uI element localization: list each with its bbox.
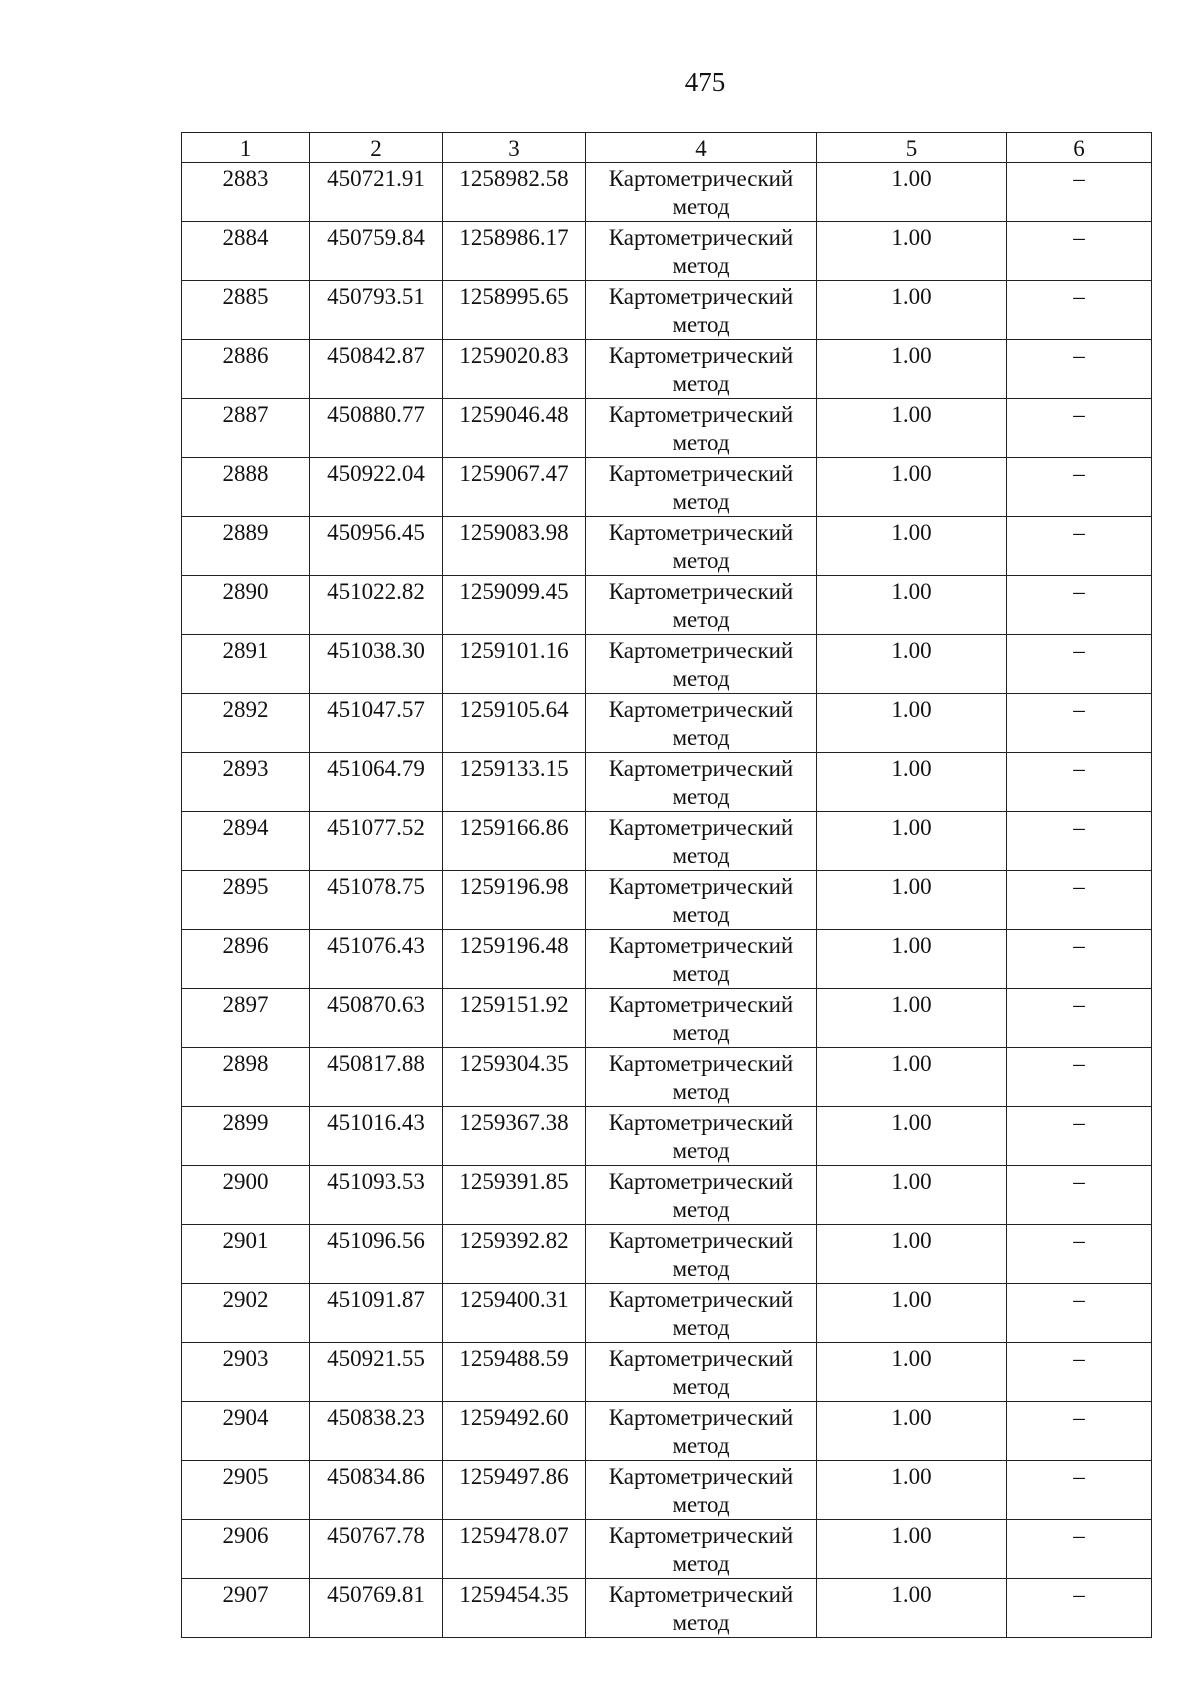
accuracy-cell: 1.00 xyxy=(817,517,1007,576)
y-coordinate-cell: 1259151.92 xyxy=(443,989,586,1048)
column-header: 4 xyxy=(586,133,817,163)
accuracy-cell: 1.00 xyxy=(817,1107,1007,1166)
method-cell: Картометрический метод xyxy=(586,458,817,517)
x-coordinate-cell: 450759.84 xyxy=(310,222,443,281)
description-cell: – xyxy=(1007,1343,1152,1402)
accuracy-cell: 1.00 xyxy=(817,576,1007,635)
y-coordinate-cell: 1259492.60 xyxy=(443,1402,586,1461)
y-coordinate-cell: 1259099.45 xyxy=(443,576,586,635)
table-row xyxy=(182,871,1152,930)
page-number: 475 xyxy=(684,67,726,97)
description-cell: – xyxy=(1007,1166,1152,1225)
accuracy-cell: 1.00 xyxy=(817,1520,1007,1579)
y-coordinate-cell: 1259105.64 xyxy=(443,694,586,753)
accuracy-cell: 1.00 xyxy=(817,1166,1007,1225)
table-row xyxy=(182,812,1152,871)
x-coordinate-cell: 450956.45 xyxy=(310,517,443,576)
point-number-cell: 2904 xyxy=(182,1402,310,1461)
y-coordinate-cell: 1258982.58 xyxy=(443,163,586,222)
x-coordinate-cell: 450922.04 xyxy=(310,458,443,517)
y-coordinate-cell: 1259497.86 xyxy=(443,1461,586,1520)
table-row xyxy=(182,1048,1152,1107)
method-cell: Картометрический метод xyxy=(586,1225,817,1284)
accuracy-cell: 1.00 xyxy=(817,399,1007,458)
x-coordinate-cell: 451038.30 xyxy=(310,635,443,694)
y-coordinate-cell: 1259196.48 xyxy=(443,930,586,989)
description-cell: – xyxy=(1007,1461,1152,1520)
point-number-cell: 2890 xyxy=(182,576,310,635)
accuracy-cell: 1.00 xyxy=(817,812,1007,871)
description-cell: – xyxy=(1007,1579,1152,1638)
x-coordinate-cell: 451078.75 xyxy=(310,871,443,930)
table-row xyxy=(182,753,1152,812)
point-number-cell: 2891 xyxy=(182,635,310,694)
x-coordinate-cell: 450870.63 xyxy=(310,989,443,1048)
method-cell: Картометрический метод xyxy=(586,222,817,281)
table-row xyxy=(182,930,1152,989)
y-coordinate-cell: 1259133.15 xyxy=(443,753,586,812)
method-cell: Картометрический метод xyxy=(586,930,817,989)
description-cell: – xyxy=(1007,517,1152,576)
table-row xyxy=(182,989,1152,1048)
x-coordinate-cell: 451076.43 xyxy=(310,930,443,989)
accuracy-cell: 1.00 xyxy=(817,1579,1007,1638)
accuracy-cell: 1.00 xyxy=(817,1284,1007,1343)
accuracy-cell: 1.00 xyxy=(817,753,1007,812)
column-header: 3 xyxy=(443,133,586,163)
method-cell: Картометрический метод xyxy=(586,635,817,694)
y-coordinate-cell: 1259166.86 xyxy=(443,812,586,871)
description-cell: – xyxy=(1007,753,1152,812)
point-number-cell: 2901 xyxy=(182,1225,310,1284)
point-number-cell: 2899 xyxy=(182,1107,310,1166)
point-number-cell: 2895 xyxy=(182,871,310,930)
point-number-cell: 2907 xyxy=(182,1579,310,1638)
coordinates-table xyxy=(181,132,1152,1638)
column-header: 1 xyxy=(182,133,310,163)
method-cell: Картометрический метод xyxy=(586,517,817,576)
description-cell: – xyxy=(1007,163,1152,222)
table-row xyxy=(182,635,1152,694)
description-cell: – xyxy=(1007,458,1152,517)
accuracy-cell: 1.00 xyxy=(817,930,1007,989)
table-row xyxy=(182,340,1152,399)
accuracy-cell: 1.00 xyxy=(817,340,1007,399)
y-coordinate-cell: 1259454.35 xyxy=(443,1579,586,1638)
description-cell: – xyxy=(1007,340,1152,399)
method-cell: Картометрический метод xyxy=(586,281,817,340)
x-coordinate-cell: 451022.82 xyxy=(310,576,443,635)
point-number-cell: 2902 xyxy=(182,1284,310,1343)
method-cell: Картометрический метод xyxy=(586,871,817,930)
y-coordinate-cell: 1259478.07 xyxy=(443,1520,586,1579)
point-number-cell: 2888 xyxy=(182,458,310,517)
description-cell: – xyxy=(1007,281,1152,340)
method-cell: Картометрический метод xyxy=(586,1166,817,1225)
accuracy-cell: 1.00 xyxy=(817,694,1007,753)
table-row xyxy=(182,1402,1152,1461)
method-cell: Картометрический метод xyxy=(586,1579,817,1638)
point-number-cell: 2884 xyxy=(182,222,310,281)
y-coordinate-cell: 1259101.16 xyxy=(443,635,586,694)
accuracy-cell: 1.00 xyxy=(817,635,1007,694)
point-number-cell: 2894 xyxy=(182,812,310,871)
accuracy-cell: 1.00 xyxy=(817,1461,1007,1520)
description-cell: – xyxy=(1007,1107,1152,1166)
y-coordinate-cell: 1259400.31 xyxy=(443,1284,586,1343)
method-cell: Картометрический метод xyxy=(586,340,817,399)
accuracy-cell: 1.00 xyxy=(817,222,1007,281)
accuracy-cell: 1.00 xyxy=(817,1225,1007,1284)
table-body xyxy=(182,163,1152,1638)
method-cell: Картометрический метод xyxy=(586,1402,817,1461)
description-cell: – xyxy=(1007,1402,1152,1461)
point-number-cell: 2883 xyxy=(182,163,310,222)
description-cell: – xyxy=(1007,1225,1152,1284)
x-coordinate-cell: 450834.86 xyxy=(310,1461,443,1520)
table-row xyxy=(182,1166,1152,1225)
y-coordinate-cell: 1259391.85 xyxy=(443,1166,586,1225)
description-cell: – xyxy=(1007,812,1152,871)
method-cell: Картометрический метод xyxy=(586,1343,817,1402)
method-cell: Картометрический метод xyxy=(586,753,817,812)
x-coordinate-cell: 450769.81 xyxy=(310,1579,443,1638)
table-header-row xyxy=(182,133,1152,163)
point-number-cell: 2898 xyxy=(182,1048,310,1107)
x-coordinate-cell: 450842.87 xyxy=(310,340,443,399)
table-row xyxy=(182,399,1152,458)
point-number-cell: 2885 xyxy=(182,281,310,340)
table-row xyxy=(182,694,1152,753)
table-row xyxy=(182,1343,1152,1402)
x-coordinate-cell: 450721.91 xyxy=(310,163,443,222)
point-number-cell: 2903 xyxy=(182,1343,310,1402)
y-coordinate-cell: 1259367.38 xyxy=(443,1107,586,1166)
y-coordinate-cell: 1259304.35 xyxy=(443,1048,586,1107)
method-cell: Картометрический метод xyxy=(586,694,817,753)
method-cell: Картометрический метод xyxy=(586,163,817,222)
point-number-cell: 2886 xyxy=(182,340,310,399)
accuracy-cell: 1.00 xyxy=(817,871,1007,930)
point-number-cell: 2896 xyxy=(182,930,310,989)
description-cell: – xyxy=(1007,399,1152,458)
description-cell: – xyxy=(1007,222,1152,281)
accuracy-cell: 1.00 xyxy=(817,1402,1007,1461)
point-number-cell: 2887 xyxy=(182,399,310,458)
y-coordinate-cell: 1259046.48 xyxy=(443,399,586,458)
table-row xyxy=(182,1284,1152,1343)
x-coordinate-cell: 451064.79 xyxy=(310,753,443,812)
x-coordinate-cell: 451091.87 xyxy=(310,1284,443,1343)
method-cell: Картометрический метод xyxy=(586,1284,817,1343)
accuracy-cell: 1.00 xyxy=(817,1048,1007,1107)
table-row xyxy=(182,222,1152,281)
description-cell: – xyxy=(1007,576,1152,635)
description-cell: – xyxy=(1007,989,1152,1048)
point-number-cell: 2893 xyxy=(182,753,310,812)
description-cell: – xyxy=(1007,635,1152,694)
description-cell: – xyxy=(1007,1520,1152,1579)
x-coordinate-cell: 450921.55 xyxy=(310,1343,443,1402)
method-cell: Картометрический метод xyxy=(586,812,817,871)
x-coordinate-cell: 450817.88 xyxy=(310,1048,443,1107)
accuracy-cell: 1.00 xyxy=(817,458,1007,517)
point-number-cell: 2905 xyxy=(182,1461,310,1520)
description-cell: – xyxy=(1007,1284,1152,1343)
y-coordinate-cell: 1259196.98 xyxy=(443,871,586,930)
y-coordinate-cell: 1259020.83 xyxy=(443,340,586,399)
method-cell: Картометрический метод xyxy=(586,1107,817,1166)
x-coordinate-cell: 451016.43 xyxy=(310,1107,443,1166)
x-coordinate-cell: 451077.52 xyxy=(310,812,443,871)
y-coordinate-cell: 1259488.59 xyxy=(443,1343,586,1402)
method-cell: Картометрический метод xyxy=(586,1048,817,1107)
y-coordinate-cell: 1258995.65 xyxy=(443,281,586,340)
table-row xyxy=(182,1579,1152,1638)
accuracy-cell: 1.00 xyxy=(817,1343,1007,1402)
table-row xyxy=(182,1225,1152,1284)
table-row xyxy=(182,517,1152,576)
column-header: 2 xyxy=(310,133,443,163)
description-cell: – xyxy=(1007,871,1152,930)
column-header: 6 xyxy=(1007,133,1152,163)
method-cell: Картометрический метод xyxy=(586,1520,817,1579)
x-coordinate-cell: 451096.56 xyxy=(310,1225,443,1284)
accuracy-cell: 1.00 xyxy=(817,281,1007,340)
table-row xyxy=(182,1107,1152,1166)
table-row xyxy=(182,576,1152,635)
x-coordinate-cell: 451093.53 xyxy=(310,1166,443,1225)
x-coordinate-cell: 451047.57 xyxy=(310,694,443,753)
point-number-cell: 2892 xyxy=(182,694,310,753)
description-cell: – xyxy=(1007,694,1152,753)
description-cell: – xyxy=(1007,930,1152,989)
description-cell: – xyxy=(1007,1048,1152,1107)
x-coordinate-cell: 450793.51 xyxy=(310,281,443,340)
y-coordinate-cell: 1259392.82 xyxy=(443,1225,586,1284)
accuracy-cell: 1.00 xyxy=(817,989,1007,1048)
column-header: 5 xyxy=(817,133,1007,163)
point-number-cell: 2900 xyxy=(182,1166,310,1225)
table-row xyxy=(182,1520,1152,1579)
method-cell: Картометрический метод xyxy=(586,1461,817,1520)
x-coordinate-cell: 450767.78 xyxy=(310,1520,443,1579)
table-row xyxy=(182,1461,1152,1520)
method-cell: Картометрический метод xyxy=(586,989,817,1048)
y-coordinate-cell: 1258986.17 xyxy=(443,222,586,281)
table-row xyxy=(182,458,1152,517)
x-coordinate-cell: 450838.23 xyxy=(310,1402,443,1461)
point-number-cell: 2889 xyxy=(182,517,310,576)
table-row xyxy=(182,163,1152,222)
y-coordinate-cell: 1259067.47 xyxy=(443,458,586,517)
method-cell: Картометрический метод xyxy=(586,399,817,458)
method-cell: Картометрический метод xyxy=(586,576,817,635)
y-coordinate-cell: 1259083.98 xyxy=(443,517,586,576)
point-number-cell: 2897 xyxy=(182,989,310,1048)
x-coordinate-cell: 450880.77 xyxy=(310,399,443,458)
accuracy-cell: 1.00 xyxy=(817,163,1007,222)
table-row xyxy=(182,281,1152,340)
point-number-cell: 2906 xyxy=(182,1520,310,1579)
